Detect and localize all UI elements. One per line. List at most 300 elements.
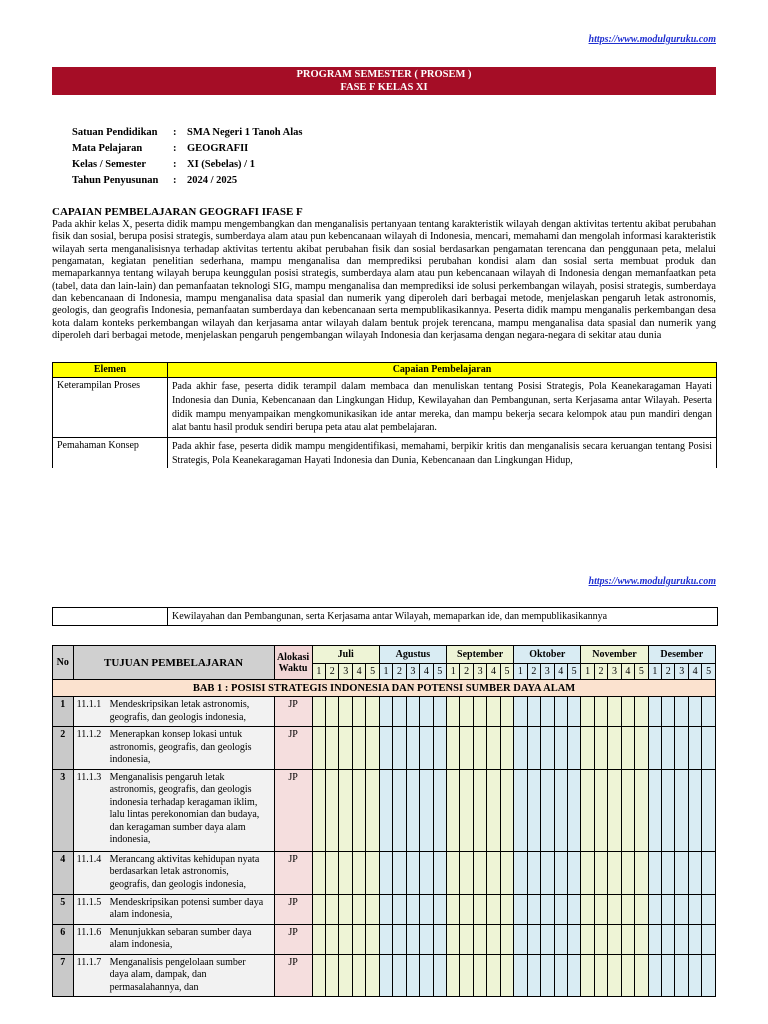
schedule-cell[interactable] [406,954,419,997]
identity-colon: : [173,127,177,138]
schedule-cell[interactable] [635,697,648,727]
tujuan-cell [73,727,274,770]
week-header: 2 [662,664,675,680]
schedule-cell[interactable] [688,727,701,770]
elemen-name: Keterampilan Proses [53,378,168,438]
schedule-cell[interactable] [379,727,392,770]
schedule-cell[interactable] [406,851,419,894]
schedule-cell[interactable] [366,727,379,770]
schedule-cell[interactable] [662,769,675,851]
schedule-cell[interactable] [554,894,567,924]
schedule-cell[interactable] [581,851,594,894]
alokasi-cell: JP [274,727,312,770]
schedule-cell[interactable] [339,851,352,894]
schedule-cell[interactable] [339,697,352,727]
elemen-row [53,438,717,471]
tujuan-cell [73,924,274,954]
schedule-cell[interactable] [473,894,486,924]
schedule-cell[interactable] [312,894,325,924]
schedule-cell[interactable] [433,727,446,770]
schedule-cell[interactable] [312,851,325,894]
week-header: 5 [567,664,580,680]
schedule-cell[interactable] [662,954,675,997]
week-header: 4 [621,664,634,680]
schedule-cell[interactable] [379,894,392,924]
capaian-header: Capaian Pembelajaran [168,363,717,378]
week-header: 1 [447,664,460,680]
week-header: 1 [312,664,325,680]
tujuan-row [53,769,716,851]
schedule-cell[interactable] [393,924,406,954]
schedule-cell[interactable] [702,727,716,770]
month-header: Desember [648,646,715,664]
schedule-cell[interactable] [447,954,460,997]
schedule-cell[interactable] [662,924,675,954]
schedule-cell[interactable] [487,894,500,924]
schedule-cell[interactable] [379,954,392,997]
schedule-cell[interactable] [500,851,513,894]
schedule-cell[interactable] [662,851,675,894]
schedule-cell[interactable] [608,727,621,770]
tujuan-code: 11.1.6 [76,926,102,938]
schedule-cell[interactable] [527,851,540,894]
schedule-cell[interactable] [460,697,473,727]
schedule-cell[interactable] [312,769,325,851]
schedule-cell[interactable] [487,954,500,997]
schedule-cell[interactable] [635,727,648,770]
schedule-cell[interactable] [447,697,460,727]
week-header: 4 [420,664,433,680]
schedule-cell[interactable] [635,894,648,924]
tujuan-text: Mendeskripsikan letak astronomis, geografis, dan geologis indonesia, [109,699,250,723]
schedule-cell[interactable] [594,769,607,851]
schedule-cell[interactable] [662,894,675,924]
schedule-cell[interactable] [635,924,648,954]
schedule-cell[interactable] [352,727,365,770]
schedule-cell[interactable] [621,727,634,770]
schedule-cell[interactable] [514,924,527,954]
schedule-cell[interactable] [366,697,379,727]
identity-row [72,159,303,175]
schedule-cell[interactable] [581,697,594,727]
schedule-cell[interactable] [460,769,473,851]
prosem-table [52,645,716,997]
schedule-cell[interactable] [621,924,634,954]
schedule-cell[interactable] [514,697,527,727]
row-number: 6 [53,924,74,954]
month-header: Agustus [379,646,446,664]
schedule-cell[interactable] [312,924,325,954]
schedule-cell[interactable] [554,697,567,727]
continuation-text: Kewilayahan dan Pembangunan, serta Kerjasama antar Wilayah, memaparkan ide, dan mempublikasikannya [168,608,718,626]
tujuan-text: Menganalisis pengaruh letak astronomis, geografis, dan geologis indonesia terhadap keragaman iklim, lalu lintas perekonomian dan budaya, dan keragaman sumber daya alam indonesia, [109,771,260,845]
schedule-cell[interactable] [433,894,446,924]
schedule-cell[interactable] [554,727,567,770]
schedule-cell[interactable] [352,924,365,954]
schedule-cell[interactable] [487,697,500,727]
tujuan-cell [73,697,274,727]
schedule-cell[interactable] [312,697,325,727]
schedule-cell[interactable] [567,697,580,727]
schedule-cell[interactable] [554,924,567,954]
schedule-cell[interactable] [514,894,527,924]
schedule-cell[interactable] [688,924,701,954]
schedule-cell[interactable] [608,697,621,727]
schedule-cell[interactable] [581,924,594,954]
schedule-cell[interactable] [675,769,688,851]
schedule-cell[interactable] [379,769,392,851]
schedule-cell[interactable] [581,954,594,997]
schedule-cell[interactable] [339,924,352,954]
schedule-cell[interactable] [473,697,486,727]
alokasi-cell: JP [274,769,312,851]
schedule-cell[interactable] [688,954,701,997]
schedule-cell[interactable] [648,851,661,894]
week-header: 3 [339,664,352,680]
schedule-cell[interactable] [473,954,486,997]
schedule-cell[interactable] [567,954,580,997]
schedule-cell[interactable] [675,851,688,894]
schedule-cell[interactable] [527,769,540,851]
schedule-cell[interactable] [541,894,554,924]
schedule-cell[interactable] [366,924,379,954]
schedule-cell[interactable] [554,769,567,851]
week-header: 5 [366,664,379,680]
schedule-cell[interactable] [326,851,339,894]
month-header: Juli [312,646,379,664]
week-header: 5 [500,664,513,680]
schedule-cell[interactable] [527,894,540,924]
week-header: 1 [648,664,661,680]
schedule-cell[interactable] [675,894,688,924]
elemen-header: Elemen [53,363,168,378]
tujuan-text: Menganalisis pengelolaan sumber daya alam, dampak, dan permasalahannya, dan [109,956,246,993]
schedule-cell[interactable] [326,894,339,924]
schedule-cell[interactable] [326,727,339,770]
elemen-capaian: Pada akhir fase, peserta didik terampil dalam membaca dan menuliskan tentang Posisi Strategis, Pola Keanekaragaman Hayati Indonesia dan Dunia, Kebencanaan dan Lingkungan Hidup, Kewilayahan dan Pembangunan, serta Kerjasama antar Wilayah. Peserta didik mampu menyampaikan mengkomunikasikan ide antar mereka, dan mampu bekerja secara kelompok atau pun mandiri dengan alat bantu hasil produk sendiri berupa peta atau alat pembelajaran. [168,378,717,438]
week-header: 2 [460,664,473,680]
schedule-cell[interactable] [393,727,406,770]
schedule-cell[interactable] [393,851,406,894]
week-header: 3 [675,664,688,680]
identity-table [72,127,303,191]
week-header: 5 [702,664,716,680]
schedule-cell[interactable] [702,894,716,924]
schedule-cell[interactable] [420,954,433,997]
schedule-cell[interactable] [500,769,513,851]
month-header: November [581,646,648,664]
week-header: 1 [514,664,527,680]
tujuan-row [53,727,716,770]
schedule-cell[interactable] [379,924,392,954]
schedule-cell[interactable] [608,954,621,997]
tujuan-header: TUJUAN PEMBELAJARAN [73,646,274,680]
schedule-cell[interactable] [514,769,527,851]
schedule-cell[interactable] [541,697,554,727]
schedule-cell[interactable] [339,894,352,924]
schedule-cell[interactable] [608,924,621,954]
schedule-cell[interactable] [594,727,607,770]
schedule-cell[interactable] [460,727,473,770]
schedule-cell[interactable] [702,697,716,727]
schedule-cell[interactable] [594,924,607,954]
schedule-cell[interactable] [527,727,540,770]
schedule-cell[interactable] [581,894,594,924]
schedule-cell[interactable] [339,727,352,770]
schedule-cell[interactable] [433,851,446,894]
tujuan-cell [73,894,274,924]
schedule-cell[interactable] [594,954,607,997]
schedule-cell[interactable] [635,769,648,851]
schedule-cell[interactable] [688,697,701,727]
schedule-cell[interactable] [594,894,607,924]
schedule-cell[interactable] [581,769,594,851]
banner-subtitle: FASE F KELAS XI [340,82,428,93]
schedule-cell[interactable] [541,851,554,894]
schedule-cell[interactable] [608,769,621,851]
schedule-cell[interactable] [541,769,554,851]
schedule-cell[interactable] [675,924,688,954]
alokasi-cell: JP [274,697,312,727]
website-link[interactable]: https://www.modulguruku.com [588,34,716,45]
schedule-cell[interactable] [447,851,460,894]
schedule-cell[interactable] [487,727,500,770]
schedule-cell[interactable] [567,727,580,770]
schedule-cell[interactable] [406,697,419,727]
schedule-cell[interactable] [406,769,419,851]
week-header: 2 [527,664,540,680]
tujuan-cell [73,769,274,851]
identity-value: 2024 / 2025 [187,175,238,186]
week-header: 3 [541,664,554,680]
schedule-cell[interactable] [648,769,661,851]
schedule-cell[interactable] [326,769,339,851]
schedule-cell[interactable] [581,727,594,770]
schedule-cell[interactable] [433,697,446,727]
schedule-cell[interactable] [433,954,446,997]
schedule-cell[interactable] [473,851,486,894]
row-number: 1 [53,697,74,727]
schedule-cell[interactable] [366,954,379,997]
tujuan-code: 11.1.7 [76,956,102,968]
schedule-cell[interactable] [702,769,716,851]
week-header: 4 [688,664,701,680]
tujuan-cell [73,954,274,997]
schedule-cell[interactable] [608,894,621,924]
identity-colon: : [173,159,177,170]
schedule-cell[interactable] [339,769,352,851]
schedule-cell[interactable] [648,954,661,997]
schedule-cell[interactable] [541,727,554,770]
schedule-cell[interactable] [473,769,486,851]
schedule-cell[interactable] [460,954,473,997]
tujuan-code: 11.1.5 [76,896,102,908]
alokasi-cell: JP [274,954,312,997]
schedule-cell[interactable] [567,894,580,924]
schedule-cell[interactable] [541,924,554,954]
schedule-cell[interactable] [406,894,419,924]
schedule-cell[interactable] [554,851,567,894]
schedule-cell[interactable] [554,954,567,997]
schedule-cell[interactable] [514,954,527,997]
identity-key: Kelas / Semester [72,159,147,170]
schedule-cell[interactable] [487,851,500,894]
schedule-cell[interactable] [460,924,473,954]
schedule-cell[interactable] [702,851,716,894]
schedule-cell[interactable] [312,954,325,997]
schedule-cell[interactable] [420,727,433,770]
schedule-cell[interactable] [326,697,339,727]
schedule-cell[interactable] [662,727,675,770]
schedule-cell[interactable] [393,894,406,924]
elemen-name: Pemahaman Konsep [53,438,168,471]
schedule-cell[interactable] [675,727,688,770]
schedule-cell[interactable] [366,851,379,894]
schedule-cell[interactable] [326,954,339,997]
schedule-cell[interactable] [433,924,446,954]
week-header: 5 [635,664,648,680]
schedule-cell[interactable] [433,769,446,851]
schedule-cell[interactable] [594,697,607,727]
week-header: 4 [554,664,567,680]
schedule-cell[interactable] [688,894,701,924]
schedule-cell[interactable] [621,697,634,727]
schedule-cell[interactable] [420,851,433,894]
schedule-cell[interactable] [352,894,365,924]
schedule-cell[interactable] [635,851,648,894]
week-header: 4 [352,664,365,680]
schedule-cell[interactable] [420,924,433,954]
schedule-cell[interactable] [635,954,648,997]
row-number: 3 [53,769,74,851]
row-number: 7 [53,954,74,997]
schedule-cell[interactable] [366,894,379,924]
schedule-cell[interactable] [406,924,419,954]
tujuan-row [53,924,716,954]
schedule-cell[interactable] [366,769,379,851]
alokasi-cell: JP [274,851,312,894]
schedule-cell[interactable] [500,697,513,727]
schedule-cell[interactable] [379,851,392,894]
week-header: 2 [326,664,339,680]
schedule-cell[interactable] [527,954,540,997]
schedule-cell[interactable] [326,924,339,954]
website-link[interactable]: https://www.modulguruku.com [588,576,716,587]
schedule-cell[interactable] [675,954,688,997]
schedule-cell[interactable] [447,924,460,954]
schedule-cell[interactable] [648,697,661,727]
schedule-cell[interactable] [420,697,433,727]
schedule-cell[interactable] [352,851,365,894]
tujuan-row [53,954,716,997]
schedule-cell[interactable] [514,851,527,894]
schedule-cell[interactable] [473,727,486,770]
schedule-cell[interactable] [447,894,460,924]
schedule-cell[interactable] [406,727,419,770]
schedule-cell[interactable] [567,924,580,954]
week-header: 4 [487,664,500,680]
schedule-cell[interactable] [675,697,688,727]
identity-row [72,175,303,191]
alokasi-cell: JP [274,894,312,924]
schedule-cell[interactable] [312,727,325,770]
schedule-cell[interactable] [567,769,580,851]
continuation-table [52,607,718,626]
schedule-cell[interactable] [447,769,460,851]
schedule-cell[interactable] [621,769,634,851]
tujuan-code: 11.1.2 [76,729,102,740]
schedule-cell[interactable] [393,954,406,997]
schedule-cell[interactable] [621,851,634,894]
identity-colon: : [173,143,177,154]
schedule-cell[interactable] [473,924,486,954]
capaian-body: Pada akhir kelas X, peserta didik mampu mengembangkan dan menganalisis pertanyaan tentang karakteristik wilayah dengan aktivitas tertentu akibat perubahan fisik dan sosial, berupa posisi strategis, sumberdaya alam atau pun kebencanaan wilayah di Indonesia, mencari, memahami dan mengolah informasi karakteristik wilayah serta menganalisisnya terhadap aktivitas tertentu akibat perubahan fisik dan sosial berdasarkan pengamatan terencana dan penggunaan peta, melalui pengamatan, kegiatan penelitian sederhana, mampu menganalisa dan memprediksi perubahan kondisi alam dan sosial serta membuat produk dan memaparkannya tentang wilayah berupa keunggulan posisi strategis, sumberdaya alam atau pun kebencanaan wilayah di Indonesia dengan memanfaatkan peta (tabel, data dan lain-lain) dan pemanfaatan teknologi SIG, mampu menganalisa dan memprediksi ide solusi perkembangan wilayah, posisi strategis, sumberdaya dan kebencanaan di Indonesia, mampu menganalisa data spasial dan numerik yang diperoleh dari berbagai metode, menjelaskan pengaruh letak astronomis, geologis, dan geografis Indonesia, pemanfaatan sumberdaya dan kebencanaan serta mempublikasikannya. Peserta didik mampu menganalis perkembangan desa kota dalam konteks perkembangan wilayah dan kerjasama antar wilayah dalam bentuk projek terencana, mampu menganalisa data spasial dan numerik yang diperoleh dari berbagai metode, menjelaskan pengaruh pengembangan wilayah Indonesia dan kerjasama dengan negara-negara di sekitar atau dunia [52,219,716,342]
schedule-cell[interactable] [500,727,513,770]
schedule-cell[interactable] [487,924,500,954]
schedule-cell[interactable] [527,697,540,727]
schedule-cell[interactable] [702,954,716,997]
schedule-cell[interactable] [594,851,607,894]
tujuan-text: Merancang aktivitas kehidupan nyata berdasarkan letak astronomis, geografis, dan geologis indonesia, [109,853,260,890]
schedule-cell[interactable] [621,894,634,924]
tujuan-code: 11.1.3 [76,771,102,783]
schedule-cell[interactable] [393,697,406,727]
schedule-cell[interactable] [339,954,352,997]
schedule-cell[interactable] [688,851,701,894]
bab-row [53,680,716,697]
schedule-cell[interactable] [621,954,634,997]
schedule-cell[interactable] [648,894,661,924]
schedule-cell[interactable] [352,954,365,997]
row-number: 4 [53,851,74,894]
identity-value: SMA Negeri 1 Tanoh Alas [187,127,303,138]
schedule-cell[interactable] [500,924,513,954]
schedule-cell[interactable] [393,769,406,851]
schedule-cell[interactable] [648,727,661,770]
month-header: September [447,646,514,664]
week-header: 3 [608,664,621,680]
tujuan-row [53,697,716,727]
schedule-cell[interactable] [688,769,701,851]
row-number: 5 [53,894,74,924]
schedule-cell[interactable] [702,924,716,954]
schedule-cell[interactable] [662,697,675,727]
schedule-cell[interactable] [541,954,554,997]
schedule-cell[interactable] [487,769,500,851]
schedule-cell[interactable] [527,924,540,954]
schedule-cell[interactable] [460,894,473,924]
schedule-cell[interactable] [514,727,527,770]
schedule-cell[interactable] [420,894,433,924]
schedule-cell[interactable] [447,727,460,770]
schedule-cell[interactable] [420,769,433,851]
schedule-cell[interactable] [500,954,513,997]
schedule-cell[interactable] [648,924,661,954]
schedule-cell[interactable] [500,894,513,924]
tujuan-text: Menerapkan konsep lokasi untuk astronomis, geografis, dan geologis indonesia, [109,729,252,765]
schedule-cell[interactable] [352,769,365,851]
schedule-cell[interactable] [460,851,473,894]
schedule-cell[interactable] [567,851,580,894]
capaian-title: CAPAIAN PEMBELAJARAN GEOGRAFI IFASE F [52,206,303,218]
page-break-gap [52,468,720,504]
continuation-empty-cell [53,608,168,626]
week-header: 3 [473,664,486,680]
schedule-cell[interactable] [379,697,392,727]
schedule-cell[interactable] [352,697,365,727]
schedule-cell[interactable] [608,851,621,894]
week-header: 1 [379,664,392,680]
